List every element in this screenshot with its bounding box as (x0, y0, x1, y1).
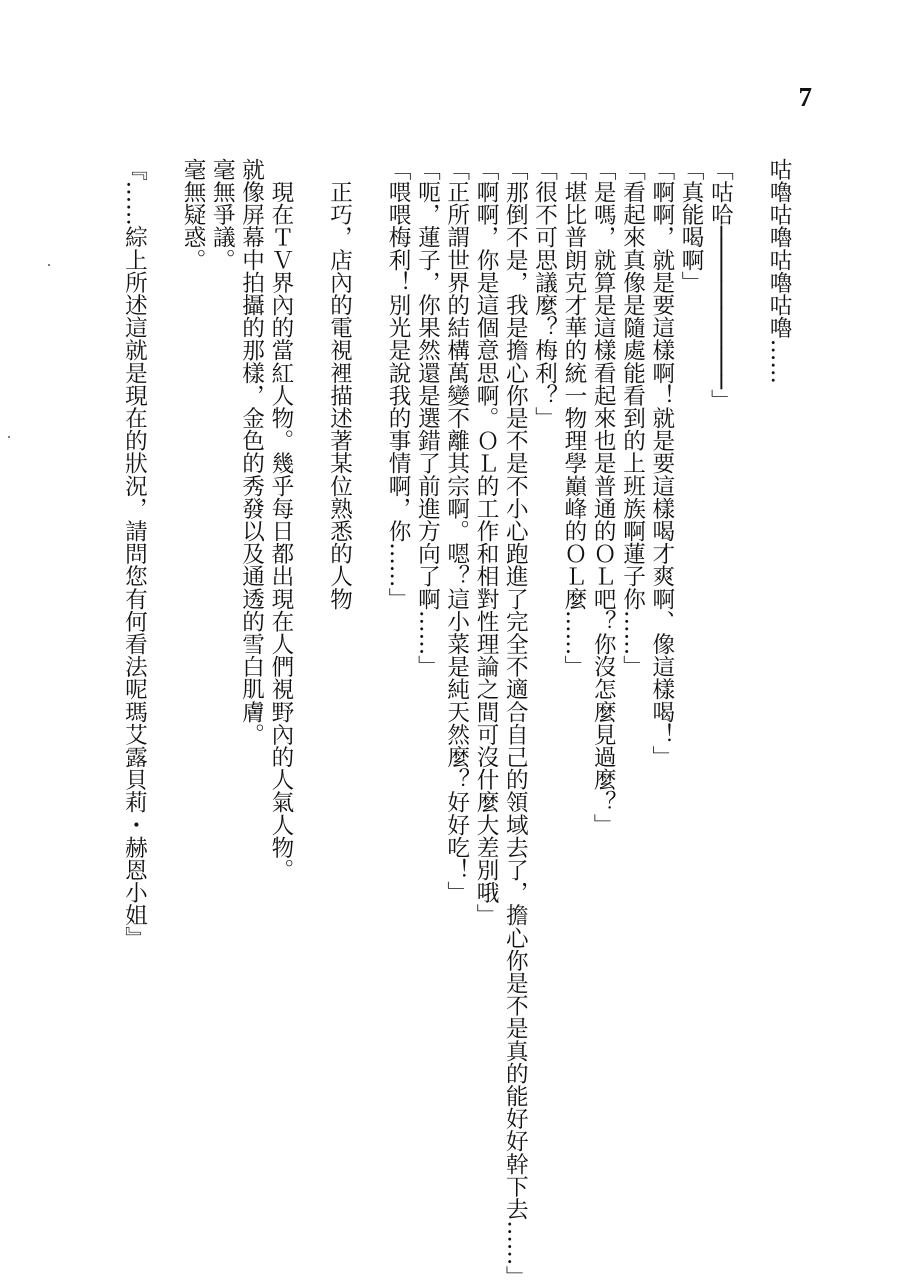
text-line: 「那倒不是，我是擔心你是不是不小心跑進了完全不適合自己的領域去了，擔心你是不是真的能好好幹下去……」 (502, 158, 529, 1288)
text-line: 「正所謂世界的結構萬變不離其宗啊。嗯？這小菜是純天然麼？好好吃！」 (443, 158, 470, 904)
text-line: 「啊啊，就是要這樣啊！就是要這樣喝才爽啊、像這樣喝！」 (648, 158, 675, 769)
page-number: 7 (798, 82, 812, 112)
text-line: 「是嗎，就算是這樣看起來也是普通的ＯＬ吧？你沒怎麼見過麼？」 (590, 158, 617, 836)
text-line: 『……綜上所述這就是現在的狀況，請問您有何看法呢瑪艾露貝莉・赫恩小姐』 (121, 158, 148, 949)
text-line: 毫無疑惑。 (180, 158, 206, 271)
text-line: 現在ＴＶ界內的當紅人物。幾乎每日都出現在人們視野內的人氣人物。 (267, 158, 294, 882)
text-line: 「呃，蓮子，你果然還是選錯了前進方向了啊……」 (414, 158, 441, 678)
text-line: 「很不可思議麼？梅利？」 (531, 158, 558, 430)
text-line: 「咕哈────────────」 (707, 158, 734, 412)
text-line: 「真能喝啊」 (678, 158, 705, 294)
text-line: 毫無爭議。 (209, 158, 236, 271)
text-line: 就像屏幕中拍攝的那樣，金色的秀發以及通透的雪白肌膚。 (238, 158, 265, 746)
scan-speck (8, 436, 10, 438)
text-line: 正巧，店內的電視裡描述著某位熟悉的人物 (326, 158, 353, 610)
text-line: 「堪比普朗克才華的統一物理學巔峰的ＯＬ麼……」 (560, 158, 587, 678)
text-line: 「啊啊，你是這個意思啊。ＯＬ的工作和相對性理論之間可沒什麼大差別哦」 (473, 158, 499, 927)
scan-speck (48, 264, 50, 266)
text-line: 咕嚕咕嚕咕嚕咕嚕…… (766, 158, 792, 384)
text-line: 「喂喂梅利！別光是說我的事情啊，你……」 (385, 158, 412, 610)
text-line: 「看起來真像是隨處能看到的上班族啊蓮子你……」 (619, 158, 646, 678)
